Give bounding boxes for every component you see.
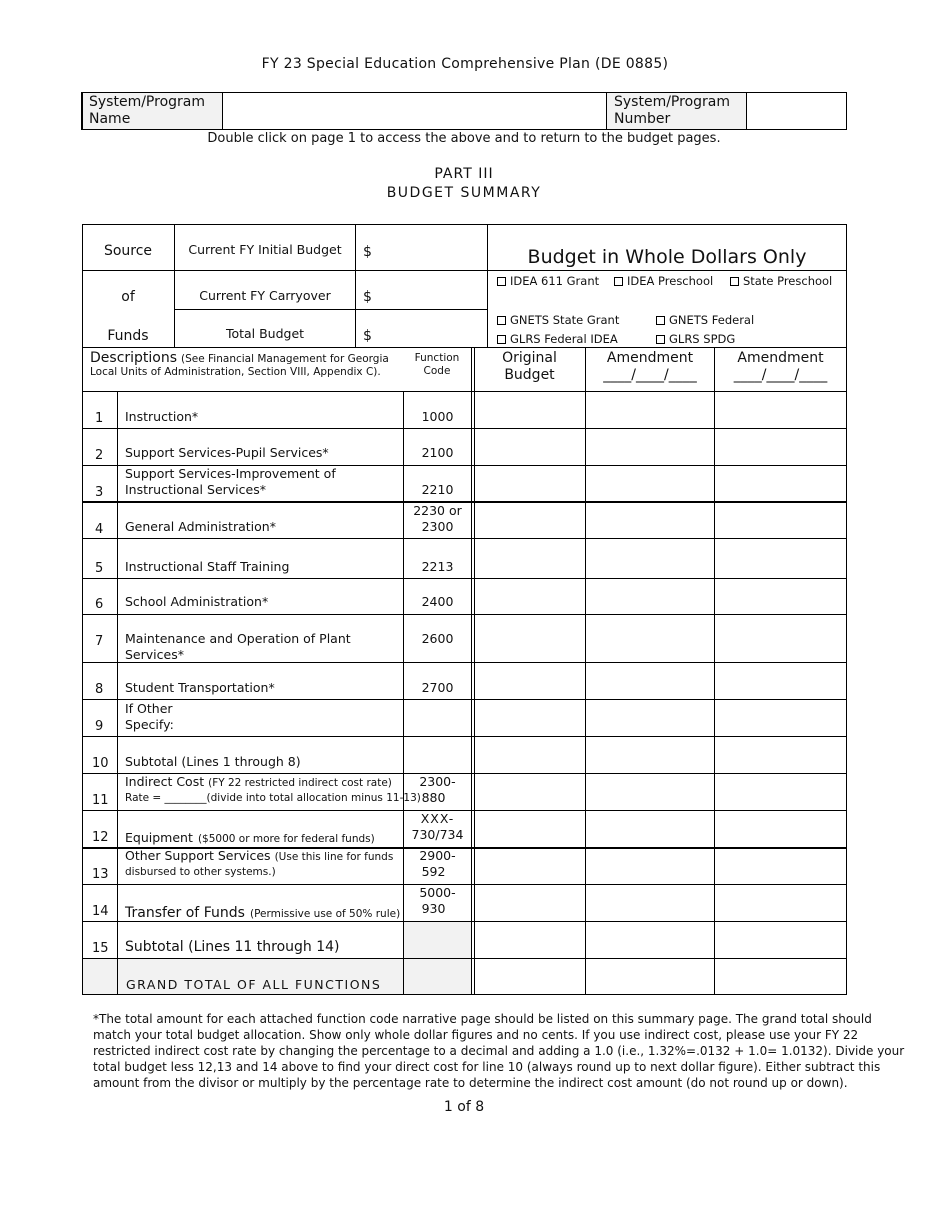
line-description: Maintenance and Operation of Plant Services*: [125, 631, 351, 662]
line-description: Transfer of Funds (Permissive use of 50% rule): [125, 905, 401, 921]
initial-budget-currency: $: [363, 244, 372, 260]
function-code-header: Function Code: [414, 352, 460, 377]
function-code: 2900- 592: [419, 848, 456, 879]
original-budget-cell[interactable]: [476, 466, 585, 500]
source-label: Source: [103, 243, 153, 259]
amendment-1-cell[interactable]: [587, 663, 714, 698]
checkbox-icon: [656, 316, 665, 325]
line-number: 8: [95, 682, 104, 697]
amendment-2-cell[interactable]: [716, 811, 846, 846]
original-budget-cell[interactable]: [476, 922, 585, 957]
amendment-1-cell[interactable]: [587, 922, 714, 957]
original-budget-cell[interactable]: [476, 774, 585, 809]
original-budget-cell[interactable]: [476, 503, 585, 537]
line-description: General Administration*: [125, 519, 276, 534]
original-budget-cell[interactable]: [476, 849, 585, 883]
total-budget-field[interactable]: [375, 326, 483, 346]
amendment-1-header: Amendment ____/____/____: [603, 350, 697, 383]
checkbox-gnets-federal[interactable]: GNETS Federal: [656, 313, 754, 327]
line-description: Support Services-Pupil Services*: [125, 445, 329, 460]
system-name-field[interactable]: [224, 94, 604, 128]
line-description: Instruction*: [125, 409, 199, 424]
original-budget-cell[interactable]: [476, 959, 585, 993]
amendment-2-cell[interactable]: [716, 922, 846, 957]
line-description: Subtotal (Lines 1 through 8): [125, 754, 301, 769]
line-number: 3: [95, 485, 104, 500]
function-code: XXX- 730/734: [411, 811, 464, 842]
amendment-2-cell[interactable]: [716, 700, 846, 735]
amendment-2-cell[interactable]: [716, 466, 846, 500]
amendment-2-cell[interactable]: [716, 774, 846, 809]
amendment-1-cell[interactable]: [587, 737, 714, 772]
initial-budget-field[interactable]: [375, 243, 483, 265]
part-number: PART III: [434, 166, 494, 182]
line-description: School Administration*: [125, 594, 269, 609]
line-description: Equipment ($5000 or more for federal funds): [125, 830, 375, 845]
grand-total-label: GRAND TOTAL OF ALL FUNCTIONS: [126, 977, 382, 992]
line-number: 14: [92, 904, 109, 919]
amendment-1-cell[interactable]: [587, 579, 714, 613]
other-specify-field[interactable]: [200, 715, 400, 733]
function-code: 2700: [421, 680, 454, 695]
amendment-2-cell[interactable]: [716, 539, 846, 577]
line-number: 6: [95, 597, 104, 612]
line-description: Other Support Services (Use this line for funds disbursed to other systems.): [125, 848, 394, 878]
line-description: Subtotal (Lines 11 through 14): [125, 939, 340, 955]
line-number: 5: [95, 561, 104, 576]
original-budget-cell[interactable]: [476, 615, 585, 661]
function-code: 2210: [421, 482, 454, 497]
amendment-1-cell[interactable]: [587, 774, 714, 809]
checkbox-glrs-spdg[interactable]: GLRS SPDG: [656, 332, 735, 346]
amendment-1-cell[interactable]: [587, 615, 714, 661]
descriptions-header: Descriptions (See Financial Management for Georgia Local Units of Administration, Section VIII, Appendix C).: [90, 350, 389, 378]
function-code: 2213: [421, 559, 454, 574]
amendment-2-cell[interactable]: [716, 392, 846, 427]
amendment-2-header: Amendment ____/____/____: [733, 350, 828, 383]
line-description: Support Services-Improvement of Instructional Services*: [125, 466, 336, 497]
checkbox-icon: [497, 335, 506, 344]
original-budget-cell[interactable]: [476, 811, 585, 846]
amendment-1-cell[interactable]: [587, 885, 714, 920]
system-name-label: System/Program Name: [89, 94, 205, 127]
grand-total-number-cell: [83, 959, 117, 994]
checkbox-idea-611[interactable]: IDEA 611 Grant: [497, 274, 599, 288]
line-number: 4: [95, 522, 104, 537]
checkbox-icon: [497, 316, 506, 325]
original-budget-cell[interactable]: [476, 392, 585, 427]
funds-label: Funds: [107, 328, 149, 344]
line-number: 12: [92, 830, 109, 845]
amendment-1-cell[interactable]: [587, 811, 714, 846]
line-number: 15: [92, 941, 109, 956]
system-number-field[interactable]: [748, 94, 845, 128]
original-budget-cell[interactable]: [476, 539, 585, 577]
function-code: 2100: [421, 445, 454, 460]
function-code: 2300- 880: [419, 774, 456, 805]
total-budget-label: Total Budget: [225, 326, 305, 341]
amendment-2-cell[interactable]: [716, 579, 846, 613]
checkbox-state-preschool[interactable]: State Preschool: [730, 274, 832, 288]
original-budget-cell[interactable]: [476, 737, 585, 772]
amendment-2-cell[interactable]: [716, 429, 846, 464]
original-budget-cell[interactable]: [476, 429, 585, 464]
grand-total-code-cell: [404, 959, 471, 994]
carryover-currency: $: [363, 289, 372, 305]
instruction-text: Double click on page 1 to access the above and to return to the budget pages.: [207, 131, 721, 146]
carryover-field[interactable]: [375, 288, 483, 308]
line-description: Instructional Staff Training: [125, 559, 290, 574]
checkbox-icon: [497, 277, 506, 286]
line-number: 1: [95, 411, 104, 426]
of-label: of: [121, 289, 135, 305]
amendment-2-cell[interactable]: [716, 849, 846, 883]
amendment-2-cell[interactable]: [716, 737, 846, 772]
amendment-1-cell[interactable]: [587, 503, 714, 537]
line-15-code-cell: [404, 922, 471, 958]
amendment-1-cell[interactable]: [587, 392, 714, 427]
original-budget-header: Original Budget: [502, 350, 557, 383]
checkbox-glrs-federal-idea[interactable]: GLRS Federal IDEA: [497, 332, 618, 346]
part-title: BUDGET SUMMARY: [386, 185, 542, 201]
carryover-label: Current FY Carryover: [199, 288, 331, 303]
checkbox-icon: [614, 277, 623, 286]
total-budget-currency: $: [363, 328, 372, 344]
amendment-2-cell[interactable]: [716, 615, 846, 661]
checkbox-gnets-state[interactable]: GNETS State Grant: [497, 313, 619, 327]
amendment-1-cell[interactable]: [587, 700, 714, 735]
document-title: FY 23 Special Education Comprehensive Plan (DE 0885): [261, 56, 669, 72]
initial-budget-label: Current FY Initial Budget: [188, 242, 342, 257]
system-number-label: System/Program Number: [614, 94, 730, 127]
original-budget-cell[interactable]: [476, 885, 585, 920]
original-budget-cell[interactable]: [476, 579, 585, 613]
line-description: Indirect Cost (FY 22 restricted indirect cost rate) Rate = ________(divide into total allocation minus 11-13): [125, 774, 421, 804]
function-code: 2230 or 2300: [413, 503, 462, 534]
amendment-1-cell[interactable]: [587, 539, 714, 577]
checkbox-icon: [656, 335, 665, 344]
function-code: 2600: [421, 631, 454, 646]
function-code: 5000- 930: [419, 885, 456, 916]
original-budget-cell[interactable]: [476, 700, 585, 735]
line-number: 9: [95, 719, 104, 734]
line-description: If Other Specify:: [125, 701, 174, 732]
line-number: 13: [92, 867, 109, 882]
amendment-2-cell[interactable]: [716, 503, 846, 537]
checkbox-idea-preschool[interactable]: IDEA Preschool: [614, 274, 713, 288]
line-number: 10: [92, 756, 109, 771]
whole-dollars-heading: Budget in Whole Dollars Only: [527, 246, 807, 268]
line-number: 7: [95, 634, 104, 649]
line-number: 2: [95, 448, 104, 463]
amendment-1-cell[interactable]: [587, 429, 714, 464]
line-description: Student Transportation*: [125, 680, 275, 695]
amendment-1-cell[interactable]: [587, 466, 714, 500]
footnote: *The total amount for each attached function code narrative page should be listed on this summary page. The grand total should match your total budget allocation. Show only whole dollar figures and no cents. If you use indirect cost, please use your FY 22 restricted indirect cost rate by changing the percentage to a decimal and adding a 1.0 (i.e., 1.32%=.0132 + 1.0= 1.0132). Divide your total budget less 12,13 and 14 above to find your direct cost for line 10 (always round up to next dollar figure). Either subtract this amount from the divisor or multiply by the percentage rate to determine the indirect cost amount (do not round up or down).: [93, 1012, 905, 1090]
function-code: 2400: [421, 594, 454, 609]
page-number: 1 of 8: [443, 1099, 485, 1115]
amendment-1-cell[interactable]: [587, 959, 714, 993]
line-number: 11: [92, 793, 109, 808]
original-budget-cell[interactable]: [476, 663, 585, 698]
amendment-2-cell[interactable]: [716, 885, 846, 920]
function-code: 1000: [421, 409, 454, 424]
amendment-2-cell[interactable]: [716, 663, 846, 698]
amendment-1-cell[interactable]: [587, 849, 714, 883]
checkbox-icon: [730, 277, 739, 286]
amendment-2-cell[interactable]: [716, 959, 846, 993]
